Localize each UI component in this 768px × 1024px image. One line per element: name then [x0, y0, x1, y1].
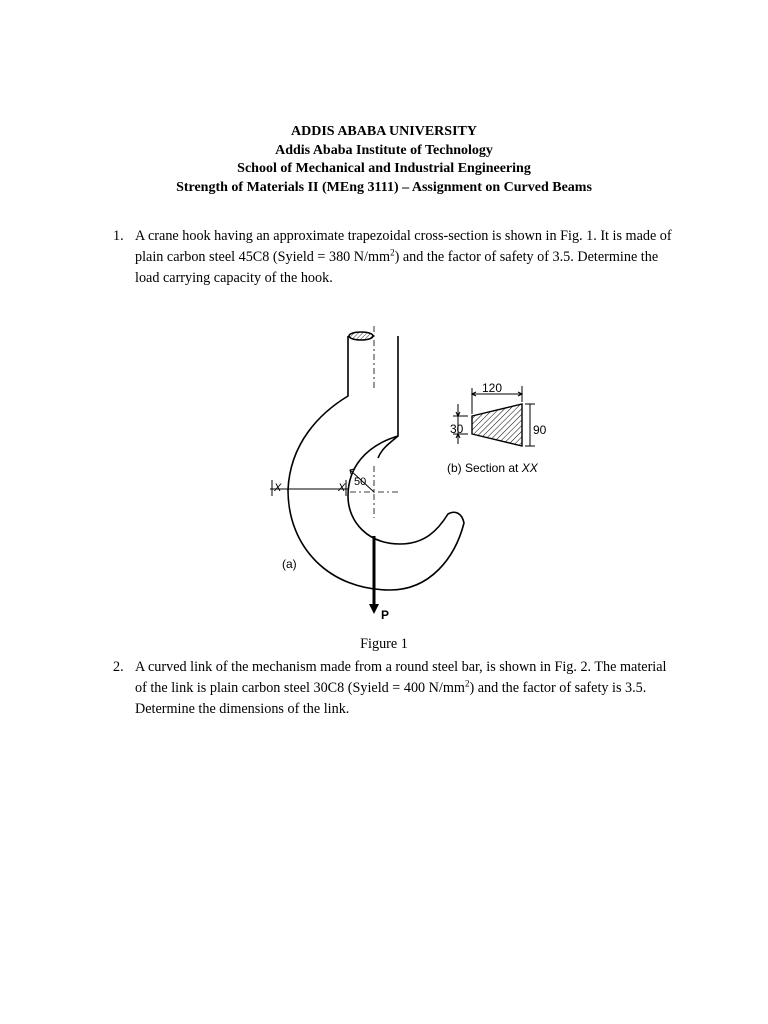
figure-caption: Figure 1 — [360, 636, 408, 652]
section-mark-right: X — [338, 482, 346, 494]
university-name: ADDIS ABABA UNIVERSITY — [291, 124, 477, 139]
question-text: A curved link of the mechanism made from a round steel bar, is shown in Fig. 2. The material of the link is plain carbon steel 30C8 (Syield = 400 $N/mm^2$) and the factor of safety is 3.5. Determine the dimensions of the link. — [135, 659, 667, 717]
label-a: (a) — [282, 557, 297, 571]
document-header — [0, 123, 768, 197]
section-mark-left: X — [274, 482, 282, 494]
radius-label: 50 — [354, 476, 367, 488]
label-b: (b) Section at XX — [447, 461, 538, 475]
question-number: 1. — [113, 228, 124, 244]
figure-1 — [250, 318, 570, 623]
question-text: A crane hook having an approximate trapezoidal cross-section is shown in Fig. 1. It is made of plain carbon steel 45C8 (Syield = 380 $N/mm^2$) and the factor of safety of 3.5. Determine the load carrying capacity of the hook. — [135, 228, 672, 286]
load-arrow — [369, 536, 379, 614]
dim-width: 120 — [482, 381, 503, 395]
dim-small-height: 30 — [450, 422, 464, 436]
question-number: 2. — [113, 659, 124, 675]
load-label: P — [381, 608, 390, 622]
dim-large-height: 90 — [533, 423, 547, 437]
school-name: School of Mechanical and Industrial Engineering — [237, 161, 531, 176]
question-1 — [113, 226, 673, 289]
question-2 — [113, 657, 673, 720]
crane-hook-drawing — [288, 332, 464, 590]
institute-name: Addis Ababa Institute of Technology — [275, 142, 493, 158]
trapezoid-section — [453, 386, 535, 446]
course-title: Strength of Materials II (MEng 3111) – Assignment on Curved Beams — [176, 179, 592, 195]
